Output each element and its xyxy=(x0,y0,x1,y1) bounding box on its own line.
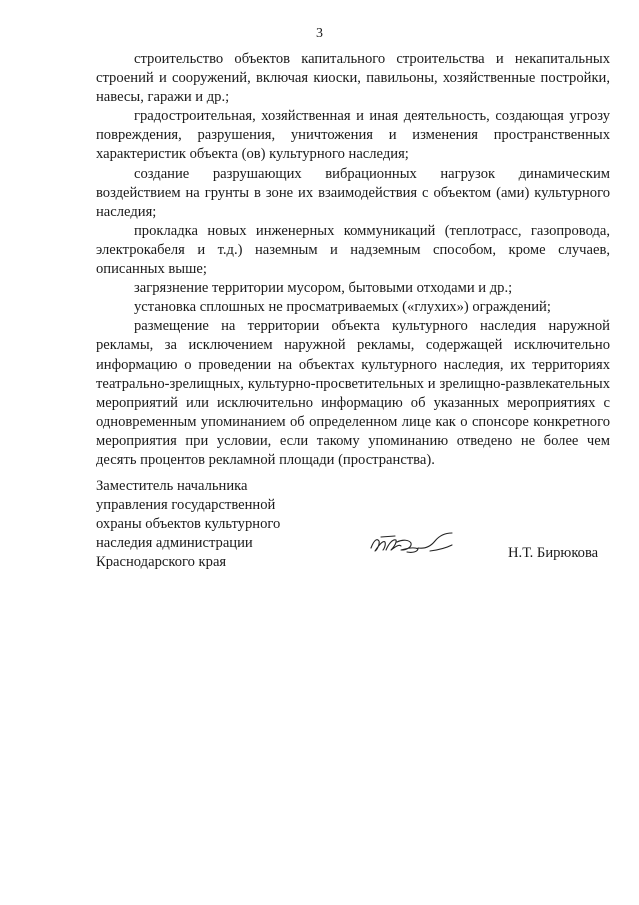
signer-position-line: Краснодарского края xyxy=(96,554,227,571)
paragraph-pollution: загрязнение территории мусором, бытовыми отходами и др.; xyxy=(134,280,513,297)
signer-position-line: Заместитель начальника xyxy=(96,478,248,494)
signer-position-line: охраны объектов культурного xyxy=(96,516,281,533)
paragraph-outdoor-advertising: размещение на территории объекта культурного наследия наружной рекламы, за исключением наружной рекламы, содержащей исключительно информацию о проведении на объектах культурного наследия, их территориях театрально-зрелищных, культурно-просветительных и зрелищно-развлекательных мероприятий или исключительно информацию об указанных мероприятиях с одновременным упоминанием об определенном лице как о спонсоре конкретного мероприятия при условии, если такому упоминанию отведено не более чем десять процентов рекламной площади (пространства). xyxy=(96,318,610,468)
paragraph-urban-activity: градостроительная, хозяйственная и иная деятельность, создающая угрозу повреждения, разрушения, уничтожения и изменения пространственных характеристик объекта (ов) культурного наследия; xyxy=(96,108,610,163)
signer-name: Н.Т. Бирюкова xyxy=(508,545,599,561)
signature-block xyxy=(96,477,610,577)
signer-position-line: управления государственной xyxy=(96,497,276,514)
handwritten-signature xyxy=(368,529,468,557)
paragraph-engineering-utilities: прокладка новых инженерных коммуникаций (теплотрасс, газопровода, электрокабеля и т.д.) наземным и надземным способом, кроме случаев, описанных выше; xyxy=(96,222,610,278)
paragraph-construction: строительство объектов капитального строительства и некапитальных строений и сооружений, включая киоски, павильоны, хозяйственные постройки, навесы, гаражи и др.; xyxy=(96,51,610,106)
signer-position-line: наследия администрации xyxy=(96,535,253,552)
document-body xyxy=(96,50,610,470)
page-number: 3 xyxy=(316,26,323,41)
paragraph-fences: установка сплошных не просматриваемых («глухих») ограждений; xyxy=(134,299,551,316)
signer-position xyxy=(96,477,356,572)
paragraph-vibration-loads: создание разрушающих вибрационных нагрузок динамическим воздействием на грунты в зоне их взаимодействия с объектом (ами) культурного наследия; xyxy=(96,165,610,220)
